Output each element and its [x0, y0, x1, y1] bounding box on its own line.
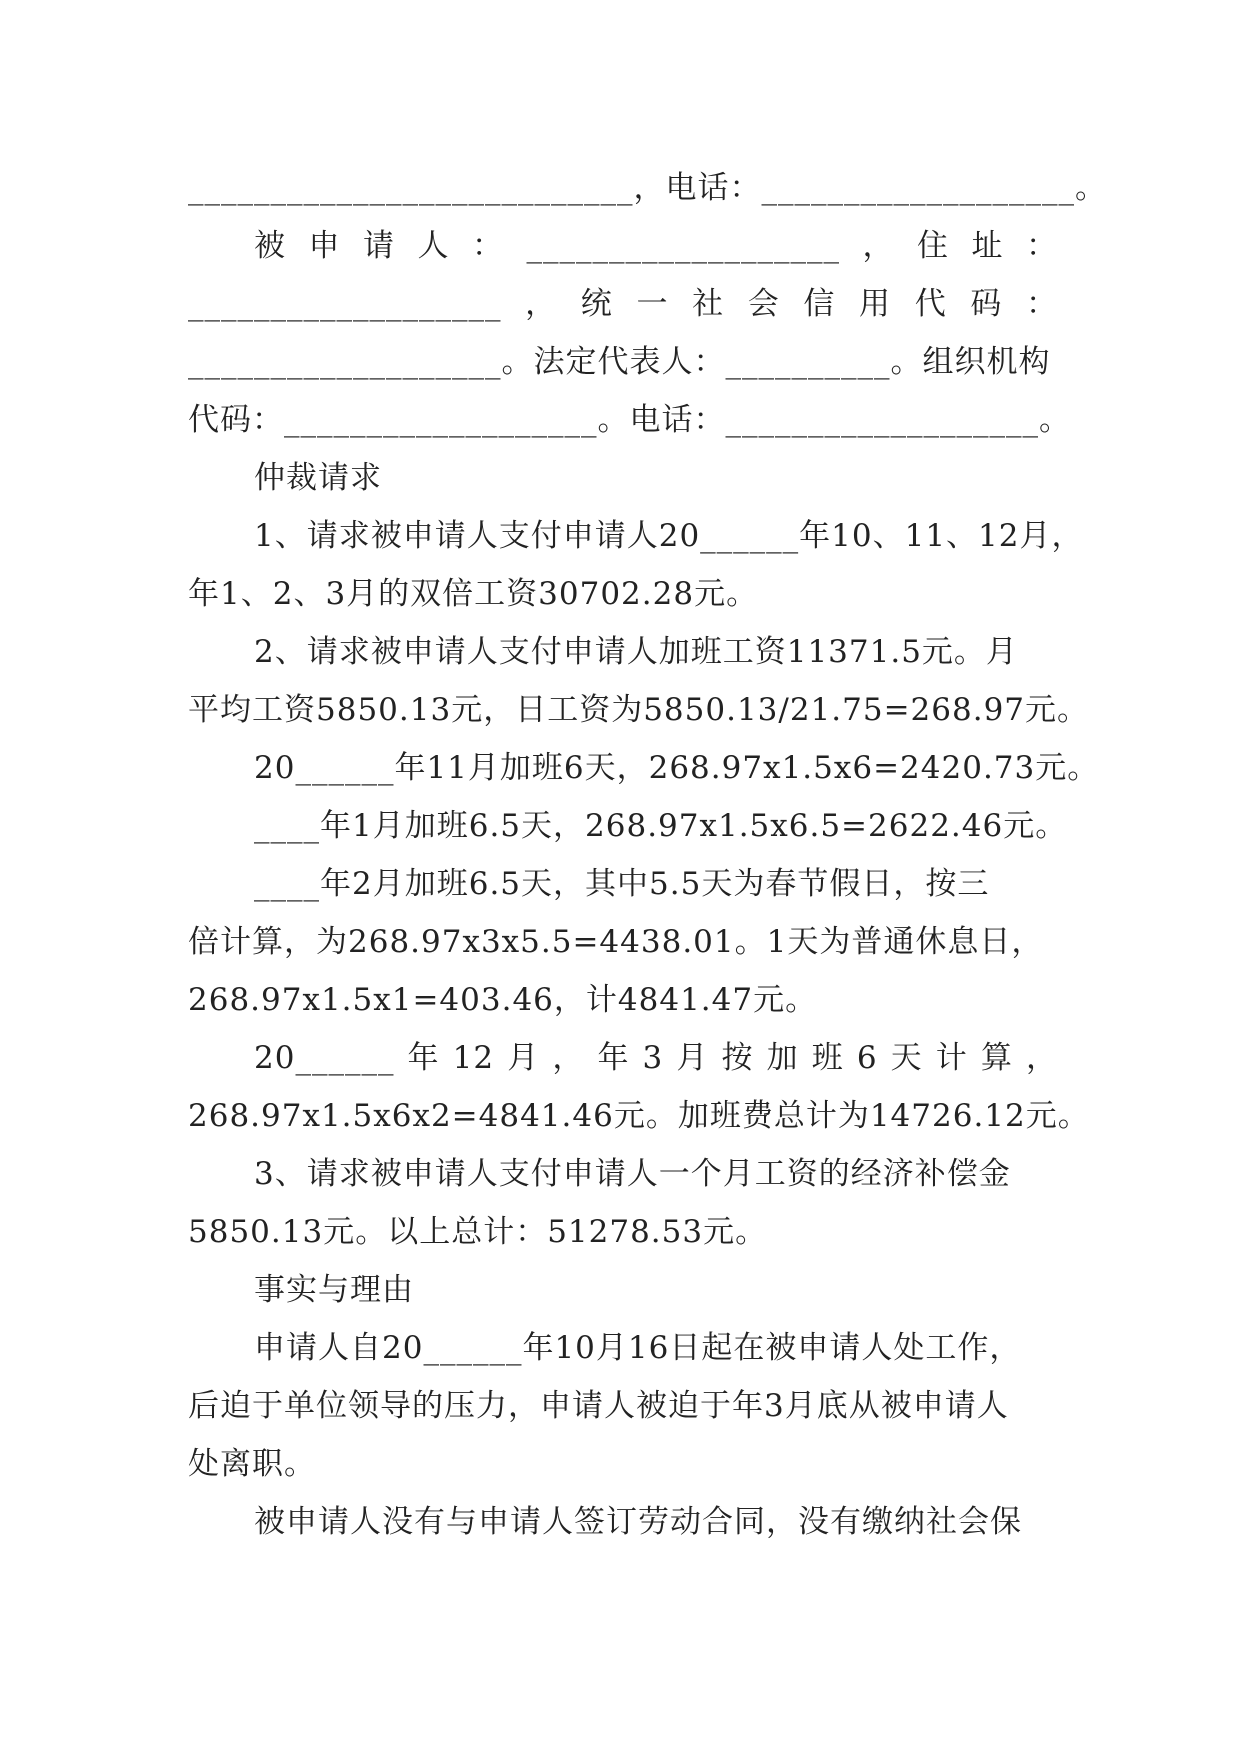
text-line: 处离职。: [188, 1446, 316, 1482]
text-line: 年1、2、3月的双倍工资30702.28元。: [188, 576, 759, 612]
text-line: ___________________，统一社会信用代码：: [188, 286, 1058, 322]
text-line: 平均工资5850.13元，日工资为5850.13/21.75=268.97元。: [188, 692, 1090, 728]
text-line: ___________________________，电话：___________________。: [188, 170, 1107, 206]
text-line: 后迫于单位领导的压力，申请人被迫于年3月底从被申请人: [188, 1388, 1009, 1424]
text-line: 1、请求被申请人支付申请人20______年10、11、12月，: [254, 518, 1084, 554]
text-line: 2、请求被申请人支付申请人加班工资11371.5元。月: [254, 634, 1018, 670]
text-line: 268.97x1.5x1=403.46，计4841.47元。: [188, 982, 818, 1018]
text-line: 5850.13元。以上总计：51278.53元。: [188, 1214, 768, 1250]
text-line: 268.97x1.5x6x2=4841.46元。加班费总计为14726.12元。: [188, 1098, 1090, 1134]
text-line: ____年1月加班6.5天，268.97x1.5x6.5=2622.46元。: [254, 808, 1068, 844]
text-line: ____年2月加班6.5天，其中5.5天为春节假日，按三: [254, 866, 990, 902]
section-heading-facts-and-reasons: 事实与理由: [254, 1272, 414, 1308]
text-line: 倍计算，为268.97x3x5.5=4438.01。1天为普通休息日，: [188, 924, 1044, 960]
text-line: 3、请求被申请人支付申请人一个月工资的经济补偿金: [254, 1156, 1011, 1192]
respondent-line: 被申请人：___________________，住址：: [254, 228, 1058, 264]
text-line: 被申请人没有与申请人签订劳动合同，没有缴纳社会保: [254, 1504, 1022, 1540]
text-line: 申请人自20______年10月16日起在被申请人处工作，: [254, 1330, 1022, 1366]
text-line: ___________________。法定代表人：__________。组织机构: [188, 344, 1051, 380]
text-line: 代码：___________________。电话：___________________。: [188, 402, 1071, 438]
section-heading-arbitration-requests: 仲裁请求: [254, 460, 382, 496]
text-line: 20______年12月，年3月按加班6天计算，: [254, 1040, 1058, 1076]
text-line: 20______年11月加班6天，268.97x1.5x6=2420.73元。: [254, 750, 1100, 786]
